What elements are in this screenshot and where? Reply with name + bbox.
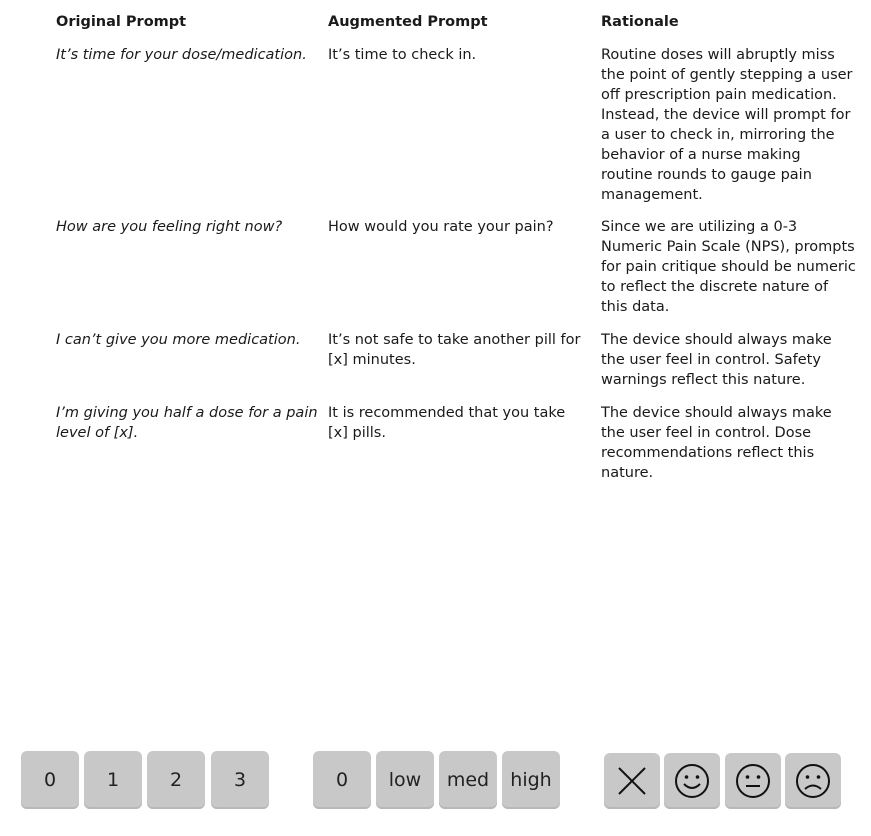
- augmented-prompt: It’s not safe to take another pill for [x] minutes.: [328, 332, 581, 368]
- original-prompt: I’m giving you half a dose for a pain level of [x].: [56, 405, 318, 441]
- key-zero-button[interactable]: 0: [313, 751, 371, 809]
- x-icon: [615, 764, 649, 798]
- sad-button[interactable]: [785, 753, 841, 809]
- key-2-button[interactable]: 2: [147, 751, 205, 809]
- rationale: Routine doses will abruptly miss the point of gently stepping a user off prescription pain medication. Instead, the device will prompt for a user to check in, mirroring the behavior of a nurse making routine rounds to gauge pain management.: [601, 47, 853, 203]
- header-original-prompt: Original Prompt: [56, 14, 187, 30]
- header-rationale: Rationale: [601, 14, 679, 30]
- original-prompt: How are you feeling right now?: [56, 219, 283, 235]
- neutral-button[interactable]: [725, 753, 781, 809]
- key-low-button[interactable]: low: [376, 751, 434, 809]
- cancel-button[interactable]: [604, 753, 660, 809]
- header-augmented-prompt: Augmented Prompt: [328, 14, 488, 30]
- key-high-button[interactable]: high: [502, 751, 560, 809]
- rationale: The device should always make the user feel in control. Safety warnings reflect this nature.: [601, 332, 832, 388]
- happy-face-icon: [673, 762, 711, 800]
- augmented-prompt: It is recommended that you take [x] pills.: [328, 405, 566, 441]
- key-0-button[interactable]: 0: [21, 751, 79, 809]
- key-med-button[interactable]: med: [439, 751, 497, 809]
- original-prompt: It’s time for your dose/medication.: [56, 47, 307, 63]
- augmented-prompt: How would you rate your pain?: [328, 219, 554, 235]
- sad-face-icon: [794, 762, 832, 800]
- key-1-button[interactable]: 1: [84, 751, 142, 809]
- augmented-prompt: It’s time to check in.: [328, 47, 477, 63]
- happy-button[interactable]: [664, 753, 720, 809]
- original-prompt: I can’t give you more medication.: [56, 332, 301, 348]
- rationale: The device should always make the user feel in control. Dose recommendations reflect this nature.: [601, 405, 832, 481]
- key-3-button[interactable]: 3: [211, 751, 269, 809]
- neutral-face-icon: [734, 762, 772, 800]
- rationale: Since we are utilizing a 0-3 Numeric Pain Scale (NPS), prompts for pain critique should be numeric to reflect the discrete nature of this data.: [601, 219, 856, 315]
